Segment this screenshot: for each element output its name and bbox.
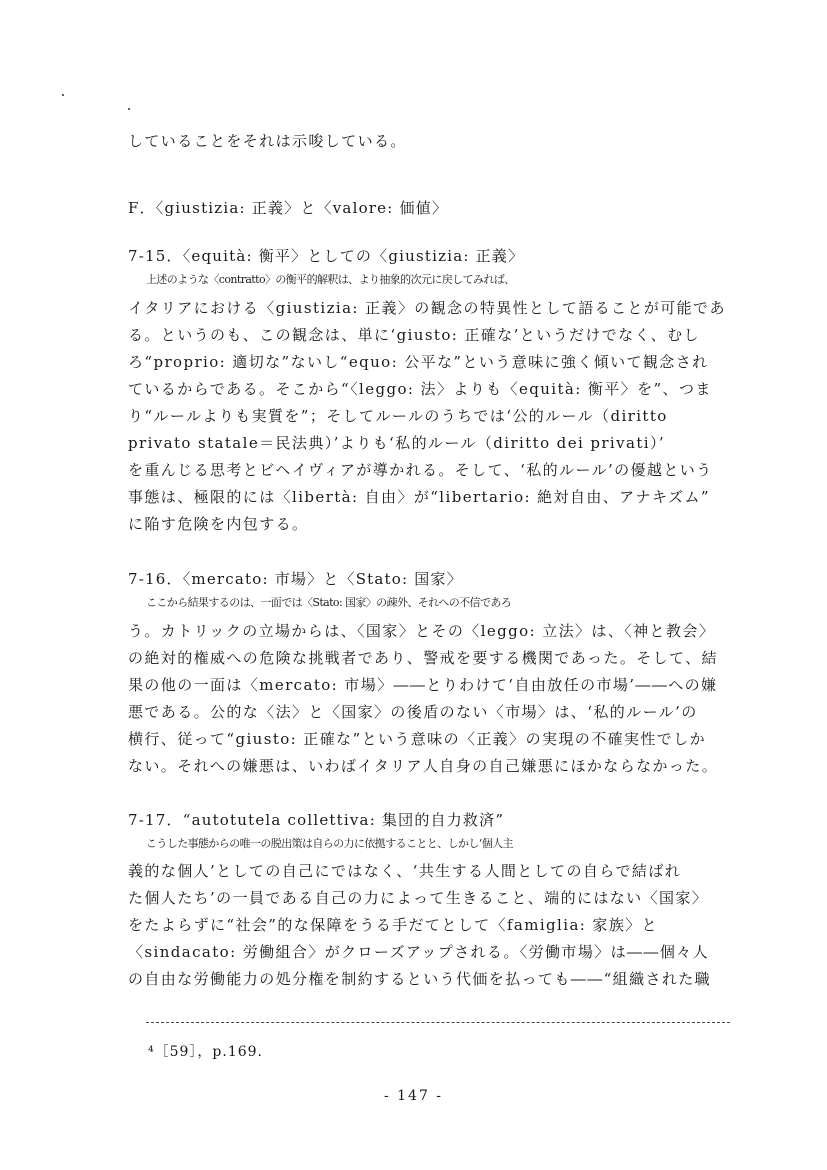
text-line: していることをそれは示唆している。 (128, 132, 407, 150)
text-line: ているからである。そこから“〈leggo: 法〉よりも〈equità: 衡平〉を”、つま (128, 380, 712, 398)
footnote: ⁴［59］，p.169. (148, 1044, 264, 1060)
text-line: の絶対的権威への危険な挑戦者であり、警戒を要する機関であった。そして、結 (128, 649, 718, 667)
text-line: 事態は、極限的には〈libertà: 自由〉が“libertario: 絶対自由、アナキズム” (128, 488, 710, 506)
text-line: 悪である。公的な〈法〉と〈国家〉の後盾のない〈市場〉は、‘私的ルール’の (128, 703, 698, 721)
text-line: に陥す危険を内包する。 (128, 515, 309, 533)
text-line: を重んじる思考とビヘイヴィアが導かれる。そして、‘私的ルール’の優越という (128, 461, 713, 479)
text-line: る。というのも、この観念は、単に‘giusto: 正確な’というだけでなく、むし (128, 326, 700, 344)
text-line: う。カトリックの立場からは、〈国家〉とその〈leggo: 立法〉は、〈神と教会〉 (128, 622, 716, 640)
text-line: 上述のような〈contratto〉の衡平的解釈は、より抽象的次元に戻してみれば、 (146, 273, 515, 286)
scan-speck (62, 94, 64, 96)
page-number: - 147 - (383, 1088, 444, 1104)
text-line: 果の他の一面は〈mercato: 市場〉――とりわけて‘自由放任の市場’――への嫌 (128, 676, 718, 694)
text-line: ここから結果するのは、一面では〈Stato: 国家〉の疎外、それへの不信であろ (146, 596, 512, 609)
text-line: 義的な個人’としての自己にではなく、‘共生する人間としての自らで結ばれ (128, 862, 682, 880)
text-line: た個人たち’の一員である自己の力によって生きること、端的にはない〈国家〉 (128, 889, 709, 907)
text-line: をたよらずに“社会”的な保障をうる手だてとして〈famiglia: 家族〉と (128, 916, 659, 934)
text-line: privato statale＝民法典）’よりも‘私的ルール（diritto dei privati）’ (128, 434, 666, 452)
text-line: ない。それへの嫌悪は、いわばイタリア人自身の自己嫌悪にほかならなかった。 (128, 757, 719, 775)
subsection-heading: 7-17．“autotutela collettiva: 集団的自力救済” (128, 811, 505, 829)
text-line: イタリアにおける〈giustizia: 正義〉の観念の特異性として語ることが可能であ (128, 299, 726, 317)
text-line: 横行、従って“giusto: 正確な”という意味の〈正義〉の実現の不確実性でしか (128, 730, 706, 748)
text-line: り“ルールよりも実質を”；そしてルールのうちでは‘公的ルール（diritto (128, 407, 668, 425)
text-line: ろ“proprio: 適切な”ないし“equo: 公平な”という意味に強く傾いて観念され (128, 353, 709, 371)
footnote-separator (146, 1022, 730, 1023)
scan-speck (128, 108, 130, 110)
subsection-heading: 7-15．〈equità: 衡平〉としての〈giustizia: 正義〉 (128, 247, 525, 265)
subsection-heading: 7-16．〈mercato: 市場〉と〈Stato: 国家〉 (128, 570, 463, 588)
text-line: の自由な労働能力の処分権を制約するという代価を払っても――“組織された職 (128, 970, 712, 988)
section-heading: F．〈giustizia: 正義〉と〈valore: 価値〉 (128, 199, 449, 217)
text-line: こうした事態からの唯一の脱出策は自らの力に依拠することと、しかし‘個人主 (146, 837, 513, 850)
text-line: 〈sindacato: 労働組合〉がクローズアップされる。〈労働市場〉は――個々人 (128, 943, 710, 961)
